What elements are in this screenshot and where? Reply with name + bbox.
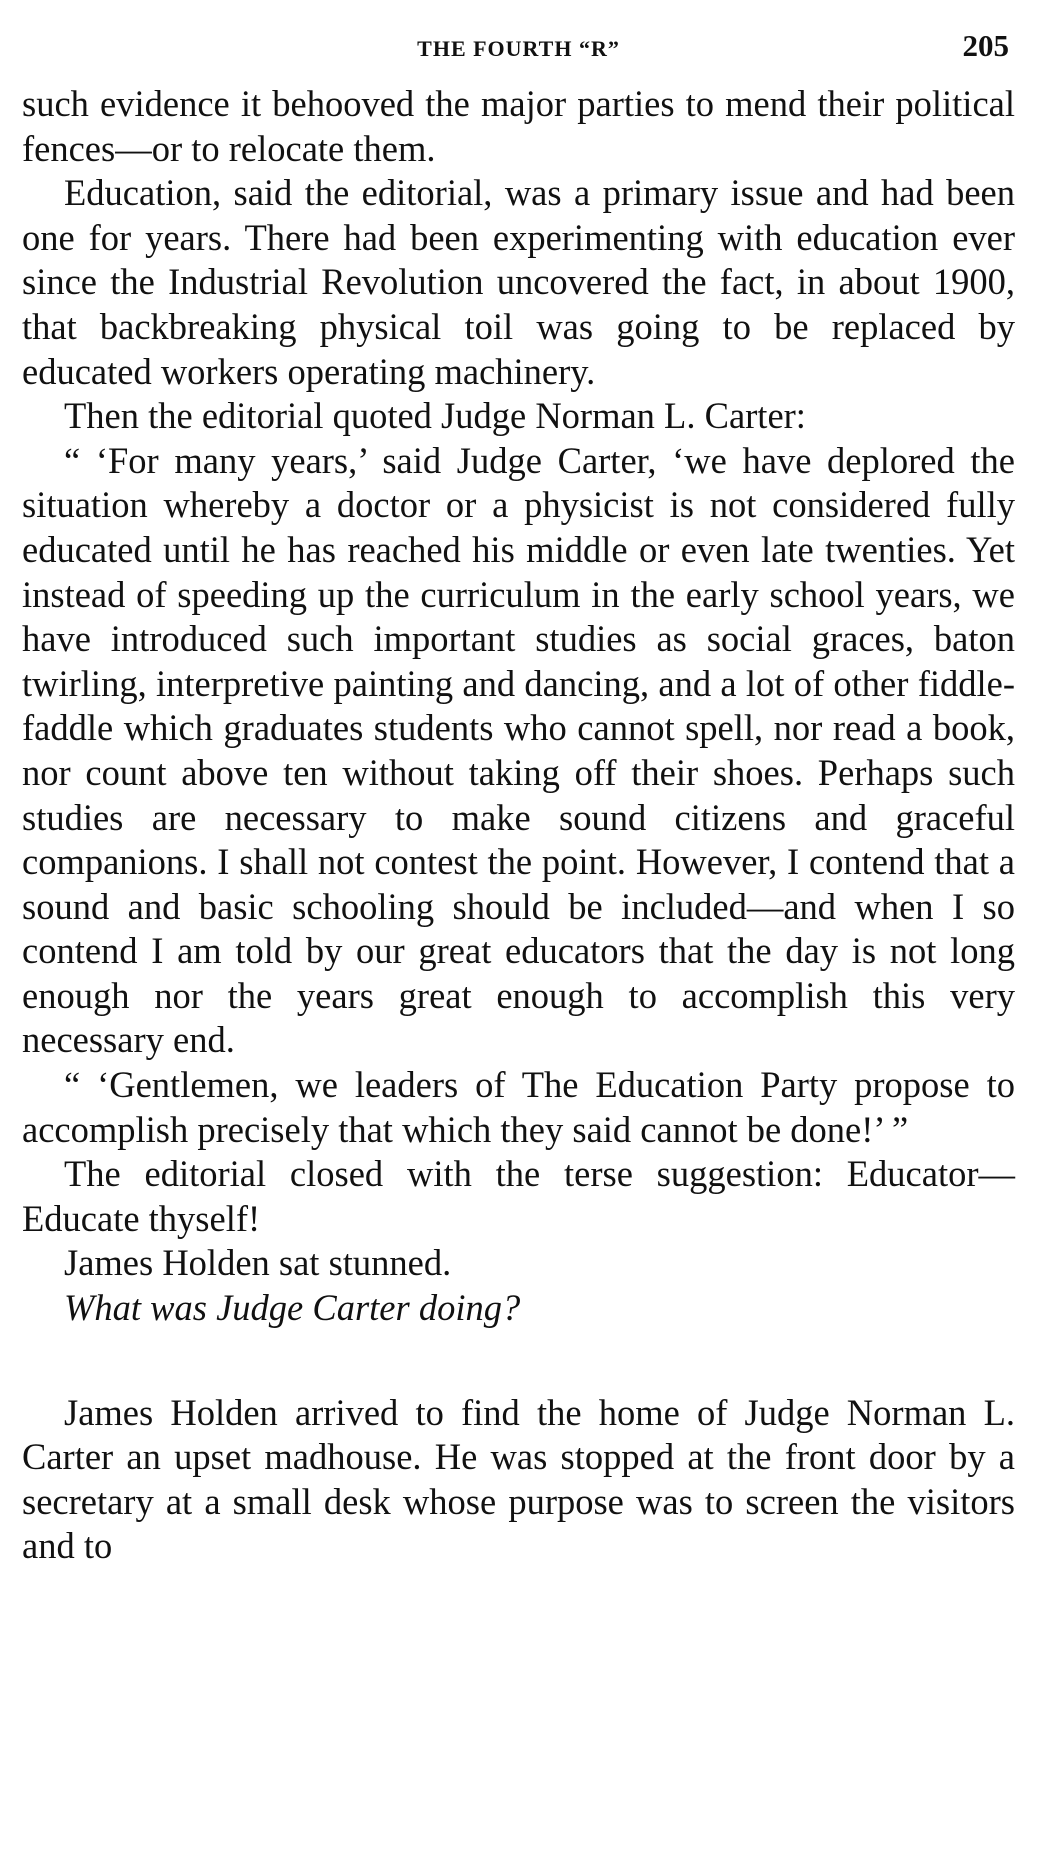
running-head: [22, 28, 1015, 72]
paragraph-editorial-close: The editorial closed with the terse suggestion: Educator—Educate thyself!: [22, 1153, 1015, 1239]
paragraph-judge-carter-quote: “ ‘For many years,’ said Judge Carter, ‘we have deplored the situation whereby a doctor or a physicist is not considered fully educated until he has reached his middle or even late twenties. Yet instead of speeding up the curriculum in the early school years, we have introduced such important studies as social graces, baton twirling, interpretive painting and dancing, and a lot of other fiddle-faddle which graduates students who cannot spell, nor read a book, nor count above ten without taking off their shoes. Perhaps such studies are necessary to make sound citizens and graceful companions. I shall not contest the point. However, I contend that a sound and basic schooling should be included—and when I so contend I am told by our great educators that the day is not long enough nor the years great enough to accomplish this very necessary end.: [22, 439, 1015, 1061]
chapter-title: THE FOURTH “R”: [417, 36, 620, 61]
body-text: [22, 82, 1015, 1569]
page-number: 205: [962, 28, 1009, 63]
paragraph-editorial-education: Education, said the editorial, was a primary issue and had been one for years. There had been experimenting with education ever since the Industrial Revolution uncovered the fact, in about 1900, that backbreaking physical toil was going to be replaced by educated workers operating machinery.: [22, 172, 1015, 392]
paragraph-holden-arrives: James Holden arrived to find the home of Judge Norman L. Carter an upset madhouse. He was stopped at the front door by a secretary at a small desk whose purpose was to screen the visitors and to: [22, 1391, 1015, 1567]
paragraph-continuation: such evidence it behooved the major parties to mend their political fences—or to relocate them.: [22, 83, 1015, 169]
paragraph-education-party: “ ‘Gentlemen, we leaders of The Education Party propose to accomplish precisely that which they said cannot be done!’ ”: [22, 1064, 1015, 1150]
paragraph-editorial-quote-intro: Then the editorial quoted Judge Norman L. Carter:: [64, 395, 806, 437]
paragraph-holden-stunned: James Holden sat stunned.: [64, 1242, 452, 1284]
section-break: [22, 1331, 1015, 1391]
paragraph-italic-question: What was Judge Carter doing?: [64, 1287, 521, 1329]
